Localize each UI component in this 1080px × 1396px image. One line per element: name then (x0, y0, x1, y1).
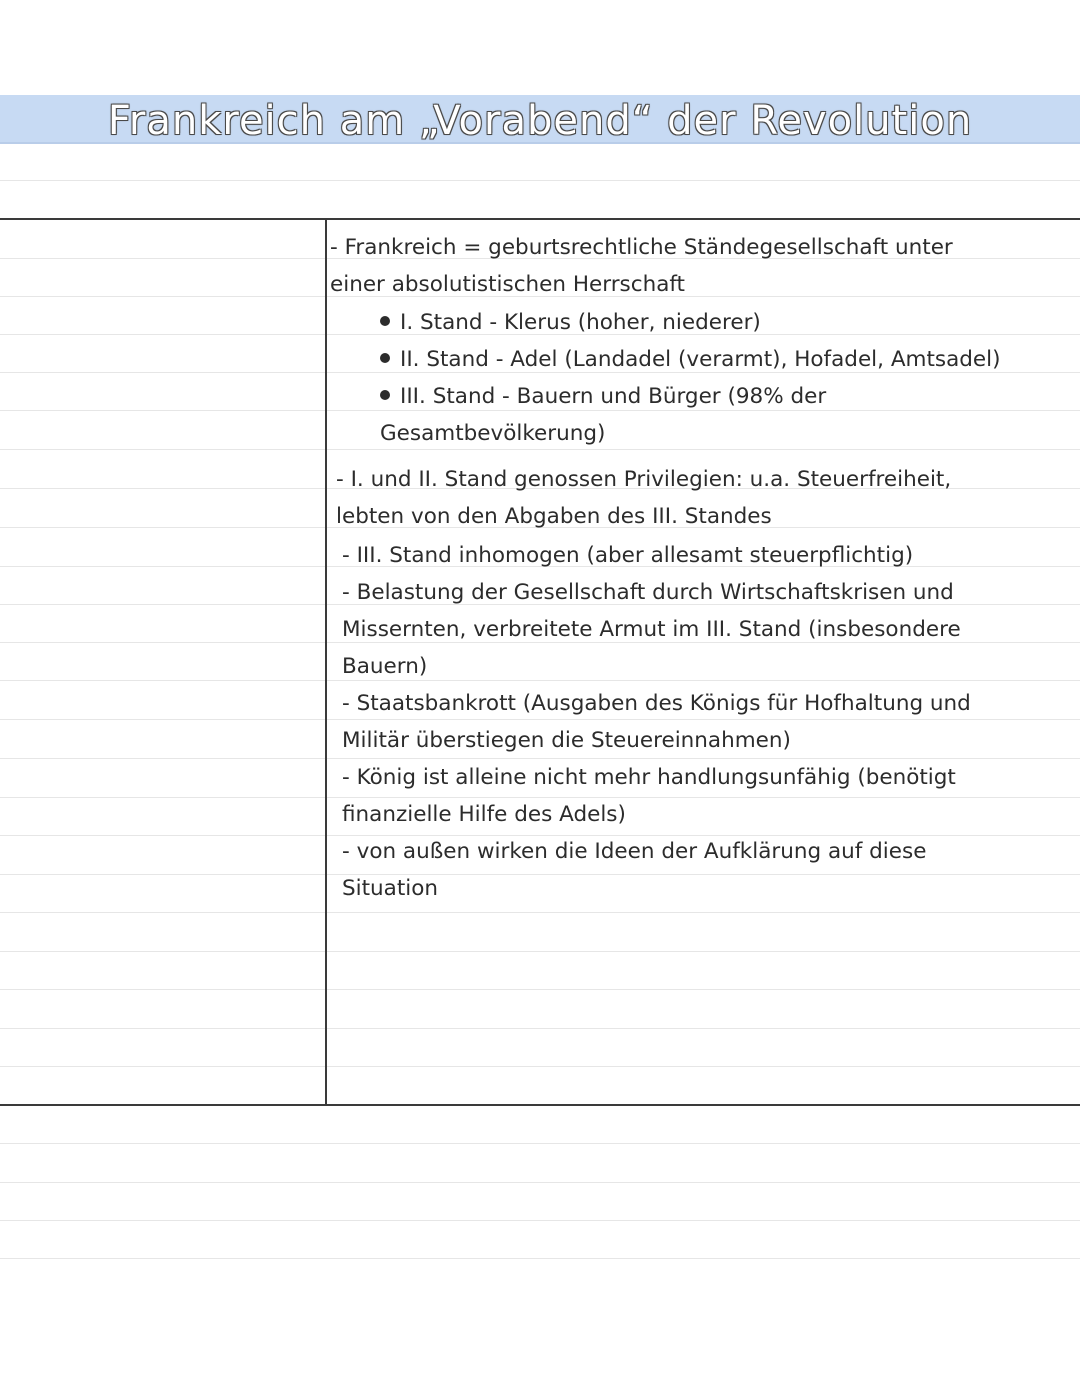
ruled-line (0, 180, 1080, 181)
note-line: - Staatsbankrott (Ausgaben des Königs für Hofhaltung und (342, 691, 971, 716)
note-line: - I. und II. Stand genossen Privilegien: u.a. Steuerfreiheit, (336, 467, 952, 492)
note-line: - III. Stand inhomogen (aber allesamt steuerpflichtig) (342, 543, 914, 568)
ruled-line (0, 1066, 1080, 1067)
table-top-border (0, 218, 1080, 220)
ruled-line (0, 1258, 1080, 1259)
note-line: Militär überstiegen die Steuereinnahmen) (342, 728, 791, 753)
bullet-text: I. Stand - Klerus (hoher, niederer) (400, 310, 761, 335)
ruled-line (0, 989, 1080, 990)
bullet-item (380, 378, 826, 415)
bullet-item (380, 304, 761, 341)
bullet-item (380, 341, 1001, 378)
bullet-icon (380, 390, 390, 400)
ruled-line (0, 1028, 1080, 1029)
column-divider (325, 218, 327, 1106)
ruled-line (0, 1143, 1080, 1144)
note-line: - von außen wirken die Ideen der Aufklärung auf diese (342, 839, 927, 864)
note-line: - Belastung der Gesellschaft durch Wirtschaftskrisen und (342, 580, 954, 605)
bullet-icon (380, 316, 390, 326)
ruled-line (0, 874, 1080, 875)
bullet-icon (380, 353, 390, 363)
bullet-text: II. Stand - Adel (Landadel (verarmt), Hofadel, Amtsadel) (400, 347, 1001, 372)
bullet-continuation: Gesamtbevölkerung) (380, 421, 606, 446)
ruled-line (0, 1182, 1080, 1183)
note-line: - König ist alleine nicht mehr handlungsunfähig (benötigt (342, 765, 956, 790)
page-title: Frankreich am „Vorabend“ der Revolution (107, 98, 973, 144)
note-line: Situation (342, 876, 439, 901)
note-line: lebten von den Abgaben des III. Standes (336, 504, 772, 529)
ruled-line (0, 912, 1080, 913)
bullet-text: III. Stand - Bauern und Bürger (98% der (400, 384, 827, 409)
table-bottom-border (0, 1104, 1080, 1106)
note-line: Missernten, verbreitete Armut im III. Stand (insbesondere (342, 617, 961, 642)
note-line: finanzielle Hilfe des Adels) (342, 802, 626, 827)
note-line: - Frankreich = geburtsrechtliche Ständegesellschaft unter (330, 235, 953, 260)
ruled-line (0, 1220, 1080, 1221)
note-line: Bauern) (342, 654, 428, 679)
ruled-line (0, 680, 1080, 681)
ruled-line (0, 951, 1080, 952)
note-line: einer absolutistischen Herrschaft (330, 272, 685, 297)
